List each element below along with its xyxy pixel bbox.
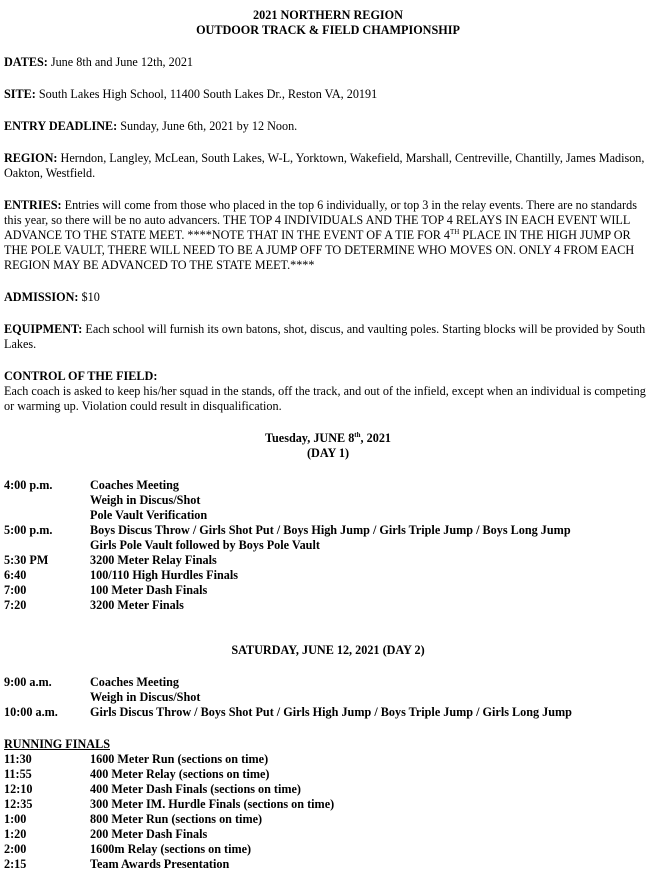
- schedule-event: Weigh in Discus/Shot: [90, 493, 201, 507]
- schedule-time: 10:00 a.m.: [4, 705, 58, 719]
- schedule-event: 3200 Meter Finals: [90, 598, 184, 612]
- day1-label: (DAY 1): [306, 446, 350, 460]
- entries-paragraph: [4, 198, 652, 273]
- schedule-row: [4, 583, 652, 598]
- schedule-row: [4, 598, 652, 613]
- control-label: CONTROL OF THE FIELD:: [4, 369, 158, 383]
- schedule-event: Coaches Meeting: [90, 478, 180, 492]
- site-label: SITE:: [4, 87, 36, 101]
- region-paragraph: [4, 151, 652, 181]
- schedule-time: 4:00 p.m.: [4, 478, 53, 492]
- day1-date-a: Tuesday, JUNE 8: [265, 431, 355, 445]
- schedule-event: Girls Pole Vault followed by Boys Pole Vault: [90, 538, 320, 552]
- admission-paragraph: [4, 290, 652, 305]
- schedule-row: [4, 478, 652, 493]
- schedule-time: 5:30 PM: [4, 553, 49, 567]
- schedule-event: 400 Meter Dash Finals (sections on time): [90, 782, 301, 796]
- schedule-event: 1600m Relay (sections on time): [90, 842, 252, 856]
- running-finals-heading: RUNNING FINALS: [4, 737, 110, 751]
- day1-date-sup: th: [354, 430, 361, 439]
- schedule-row: [4, 782, 652, 797]
- schedule-row: [4, 675, 652, 690]
- schedule-event: 300 Meter IM. Hurdle Finals (sections on time): [90, 797, 335, 811]
- schedule-row: [4, 553, 652, 568]
- schedule-event: Girls Discus Throw / Boys Shot Put / Girls High Jump / Boys Triple Jump / Girls Long Jump: [90, 705, 572, 719]
- equipment-label: EQUIPMENT:: [4, 322, 83, 336]
- schedule-row: [4, 752, 652, 767]
- schedule-event: 100/110 High Hurdles Finals: [90, 568, 238, 582]
- day1-date-b: , 2021: [360, 431, 391, 445]
- schedule-event: 400 Meter Relay (sections on time): [90, 767, 270, 781]
- schedule-row: [4, 812, 652, 827]
- day1-heading: [4, 431, 652, 461]
- schedule-event: 3200 Meter Relay Finals: [90, 553, 217, 567]
- schedule-event: Coaches Meeting: [90, 675, 180, 689]
- region-label: REGION:: [4, 151, 58, 165]
- entries-text-b: PLACE IN THE HIGH JUMP OR THE POLE VAULT, THERE WILL NEED TO BE A JUMP OFF TO DETERMINE WHO MOVES ON. ONLY 4 FROM EACH REGION MAY BE ADVANCED TO THE STATE MEET.****: [4, 228, 635, 272]
- entry-deadline-label: ENTRY DEADLINE:: [4, 119, 118, 133]
- region-text: Herndon, Langley, McLean, South Lakes, W-L, Yorktown, Wakefield, Marshall, Centreville, Chantilly, James Madison, Oakton, Westfield.: [4, 151, 645, 180]
- schedule-row: [4, 827, 652, 842]
- schedule-time: 7:00: [4, 583, 27, 597]
- schedule-event: Boys Discus Throw / Girls Shot Put / Boys High Jump / Girls Triple Jump / Boys Long Jump: [90, 523, 571, 537]
- schedule-time: 11:55: [4, 767, 32, 781]
- schedule-time: 6:40: [4, 568, 27, 582]
- schedule-time: 1:20: [4, 827, 27, 841]
- control-text: Each coach is asked to keep his/her squad in the stands, off the track, and out of the infield, except when an individual is competing or warming up. Violation could result in disqualification.: [4, 384, 646, 413]
- site-paragraph: [4, 87, 652, 102]
- schedule-row: [4, 690, 652, 705]
- control-section: [4, 369, 652, 414]
- day2-schedule: [4, 675, 652, 720]
- schedule-event: Weigh in Discus/Shot: [90, 690, 201, 704]
- entries-superscript: TH: [450, 227, 460, 236]
- schedule-time: [4, 690, 90, 705]
- schedule-time: 12:35: [4, 797, 33, 811]
- schedule-time: 2:15: [4, 857, 27, 871]
- schedule-row: [4, 493, 652, 508]
- schedule-row: [4, 842, 652, 857]
- schedule-time: 2:00: [4, 842, 27, 856]
- schedule-time: [4, 508, 90, 523]
- document-title: [4, 8, 652, 38]
- day1-date: [4, 431, 652, 446]
- schedule-time: 1:00: [4, 812, 27, 826]
- admission-label: ADMISSION:: [4, 290, 79, 304]
- schedule-row: [4, 797, 652, 812]
- admission-text: $10: [78, 290, 100, 304]
- schedule-row: [4, 538, 652, 553]
- schedule-row: [4, 705, 652, 720]
- document-page: [4, 8, 652, 872]
- entries-text-a: Entries will come from those who placed in the top 6 individually, or top 3 in the relay events. There are no standards this year, so there will be no auto advancers. THE TOP 4 INDIVIDUALS AND THE TOP 4 RELAYS IN EACH EVENT WILL ADVANCE TO THE STATE MEET. ****NOTE THAT IN THE EVENT OF A TIE FOR 4: [4, 198, 637, 242]
- schedule-event: Team Awards Presentation: [90, 857, 230, 871]
- schedule-event: 1600 Meter Run (sections on time): [90, 752, 269, 766]
- title-line-2: OUTDOOR TRACK & FIELD CHAMPIONSHIP: [196, 23, 460, 37]
- schedule-time: 5:00 p.m.: [4, 523, 53, 537]
- schedule-time: 11:30: [4, 752, 32, 766]
- title-line-1: 2021 NORTHERN REGION: [253, 8, 403, 22]
- schedule-event: 800 Meter Run (sections on time): [90, 812, 263, 826]
- dates-label: DATES:: [4, 55, 48, 69]
- schedule-row: [4, 767, 652, 782]
- schedule-event: Pole Vault Verification: [90, 508, 208, 522]
- equipment-text: Each school will furnish its own batons, shot, discus, and vaulting poles. Starting blocks will be provided by South Lakes.: [4, 322, 646, 351]
- running-finals-schedule: [4, 752, 652, 872]
- dates-text: June 8th and June 12th, 2021: [47, 55, 194, 69]
- schedule-time: [4, 538, 90, 553]
- schedule-row: [4, 568, 652, 583]
- entry-deadline-text: Sunday, June 6th, 2021 by 12 Noon.: [117, 119, 298, 133]
- schedule-time: 7:20: [4, 598, 27, 612]
- entry-deadline-paragraph: [4, 119, 652, 134]
- day2-heading: SATURDAY, JUNE 12, 2021 (DAY 2): [231, 643, 425, 657]
- schedule-time: [4, 493, 90, 508]
- schedule-event: 100 Meter Dash Finals: [90, 583, 208, 597]
- dates-paragraph: [4, 55, 652, 70]
- equipment-paragraph: [4, 322, 652, 352]
- entries-label: ENTRIES:: [4, 198, 62, 212]
- schedule-event: 200 Meter Dash Finals: [90, 827, 208, 841]
- schedule-time: 12:10: [4, 782, 33, 796]
- site-text: South Lakes High School, 11400 South Lakes Dr., Reston VA, 20191: [35, 87, 378, 101]
- schedule-row: [4, 508, 652, 523]
- schedule-time: 9:00 a.m.: [4, 675, 52, 689]
- schedule-row: [4, 523, 652, 538]
- day1-schedule: [4, 478, 652, 613]
